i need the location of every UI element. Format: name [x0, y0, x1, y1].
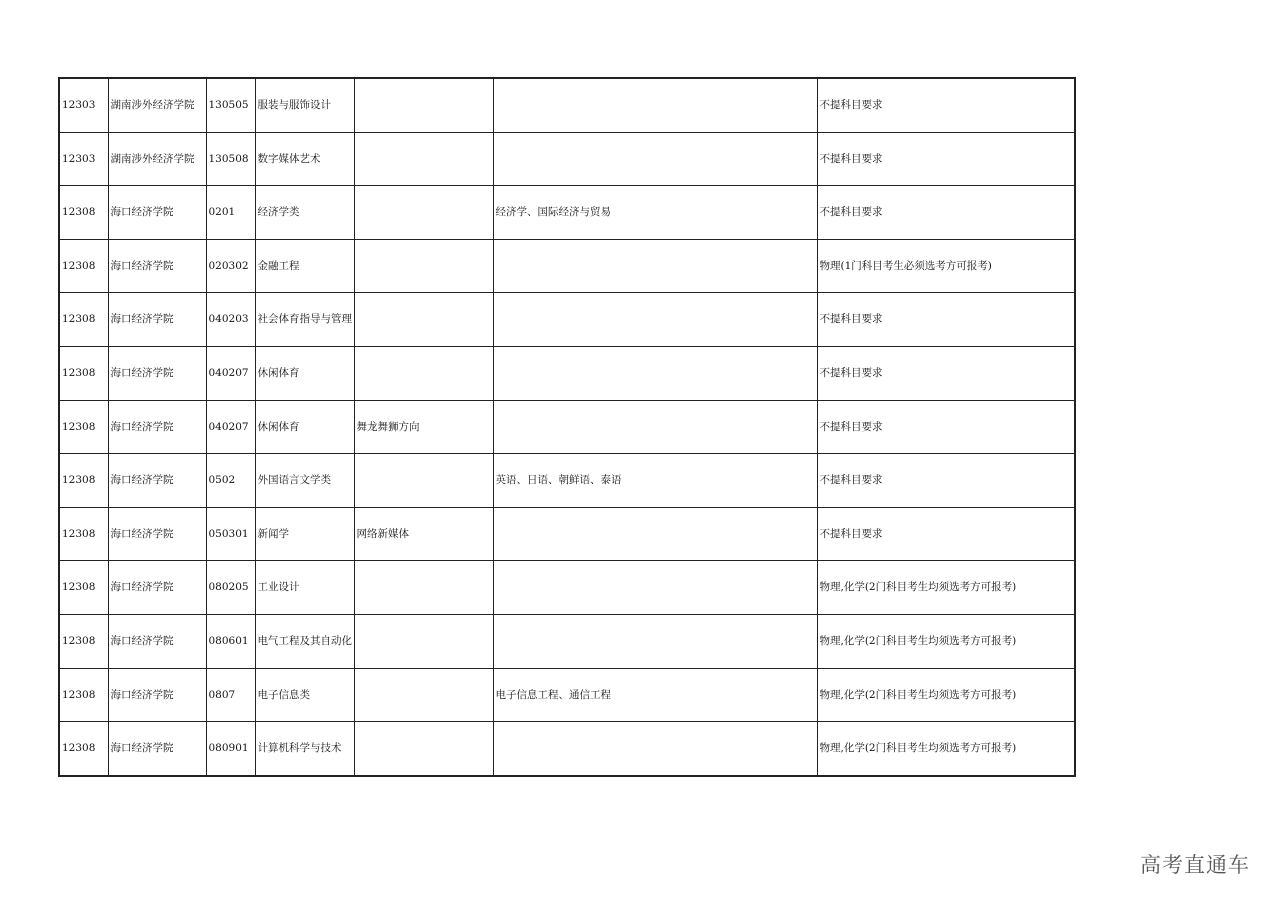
institution-code-cell: 12308 — [59, 239, 108, 293]
institution-code-cell: 12308 — [59, 400, 108, 454]
included-majors-cell: 经济学、国际经济与贸易 — [493, 186, 817, 240]
subject-requirement-cell: 物理,化学(2门科目考生均须选考方可报考) — [817, 614, 1075, 668]
included-majors-cell: 英语、日语、朝鲜语、泰语 — [493, 454, 817, 508]
direction-cell — [354, 132, 493, 186]
major-name-cell: 数字媒体艺术 — [255, 132, 354, 186]
subject-requirement-cell: 物理(1门科目考生必须选考方可报考) — [817, 239, 1075, 293]
major-name-cell: 金融工程 — [255, 239, 354, 293]
institution-code-cell: 12308 — [59, 454, 108, 508]
subject-requirement-cell: 不提科目要求 — [817, 186, 1075, 240]
major-code-cell: 130505 — [206, 78, 255, 132]
major-name-cell: 休闲体育 — [255, 400, 354, 454]
institution-code-cell: 12303 — [59, 78, 108, 132]
major-code-cell: 040207 — [206, 346, 255, 400]
table-row — [59, 132, 1075, 186]
table-row — [59, 186, 1075, 240]
institution-name-cell: 海口经济学院 — [108, 454, 206, 508]
direction-cell — [354, 186, 493, 240]
direction-cell — [354, 561, 493, 615]
institution-code-cell: 12308 — [59, 293, 108, 347]
institution-code-cell: 12308 — [59, 507, 108, 561]
institution-code-cell: 12308 — [59, 346, 108, 400]
major-code-cell: 050301 — [206, 507, 255, 561]
table-row — [59, 346, 1075, 400]
subject-requirement-cell: 不提科目要求 — [817, 293, 1075, 347]
institution-name-cell: 海口经济学院 — [108, 722, 206, 776]
table-row — [59, 614, 1075, 668]
major-code-cell: 0201 — [206, 186, 255, 240]
subject-requirement-cell: 不提科目要求 — [817, 507, 1075, 561]
table-row — [59, 722, 1075, 776]
major-name-cell: 新闻学 — [255, 507, 354, 561]
major-name-cell: 经济学类 — [255, 186, 354, 240]
included-majors-cell — [493, 78, 817, 132]
subject-requirement-cell: 不提科目要求 — [817, 132, 1075, 186]
table-row — [59, 293, 1075, 347]
included-majors-cell — [493, 561, 817, 615]
table-row — [59, 668, 1075, 722]
institution-name-cell: 海口经济学院 — [108, 561, 206, 615]
table-body — [59, 78, 1075, 776]
institution-code-cell: 12308 — [59, 561, 108, 615]
institution-name-cell: 海口经济学院 — [108, 400, 206, 454]
included-majors-cell: 电子信息工程、通信工程 — [493, 668, 817, 722]
subject-requirement-cell: 不提科目要求 — [817, 400, 1075, 454]
major-code-cell: 080601 — [206, 614, 255, 668]
subject-requirements-table — [58, 77, 1076, 777]
institution-name-cell: 海口经济学院 — [108, 346, 206, 400]
institution-name-cell: 湖南涉外经济学院 — [108, 78, 206, 132]
direction-cell — [354, 239, 493, 293]
included-majors-cell — [493, 722, 817, 776]
subject-requirement-cell: 不提科目要求 — [817, 78, 1075, 132]
institution-code-cell: 12308 — [59, 668, 108, 722]
table-row — [59, 561, 1075, 615]
included-majors-cell — [493, 614, 817, 668]
subject-requirement-cell: 不提科目要求 — [817, 454, 1075, 508]
table-row — [59, 507, 1075, 561]
major-name-cell: 工业设计 — [255, 561, 354, 615]
subject-requirement-cell: 物理,化学(2门科目考生均须选考方可报考) — [817, 668, 1075, 722]
included-majors-cell — [493, 132, 817, 186]
direction-cell — [354, 614, 493, 668]
included-majors-cell — [493, 346, 817, 400]
included-majors-cell — [493, 507, 817, 561]
major-code-cell: 040203 — [206, 293, 255, 347]
institution-code-cell: 12308 — [59, 614, 108, 668]
institution-name-cell: 湖南涉外经济学院 — [108, 132, 206, 186]
institution-code-cell: 12308 — [59, 186, 108, 240]
major-code-cell: 130508 — [206, 132, 255, 186]
institution-code-cell: 12303 — [59, 132, 108, 186]
direction-cell — [354, 454, 493, 508]
subject-requirement-cell: 物理,化学(2门科目考生均须选考方可报考) — [817, 722, 1075, 776]
included-majors-cell — [493, 239, 817, 293]
institution-name-cell: 海口经济学院 — [108, 614, 206, 668]
institution-name-cell: 海口经济学院 — [108, 507, 206, 561]
major-code-cell: 0807 — [206, 668, 255, 722]
institution-code-cell: 12308 — [59, 722, 108, 776]
institution-name-cell: 海口经济学院 — [108, 668, 206, 722]
watermark-text: 高考直通车 — [1140, 853, 1250, 877]
direction-cell — [354, 293, 493, 347]
institution-name-cell: 海口经济学院 — [108, 186, 206, 240]
direction-cell: 舞龙舞狮方向 — [354, 400, 493, 454]
included-majors-cell — [493, 400, 817, 454]
table-row — [59, 239, 1075, 293]
major-name-cell: 外国语言文学类 — [255, 454, 354, 508]
subject-requirement-cell: 物理,化学(2门科目考生均须选考方可报考) — [817, 561, 1075, 615]
major-code-cell: 040207 — [206, 400, 255, 454]
major-name-cell: 休闲体育 — [255, 346, 354, 400]
major-name-cell: 电气工程及其自动化 — [255, 614, 354, 668]
major-name-cell: 计算机科学与技术 — [255, 722, 354, 776]
direction-cell — [354, 78, 493, 132]
institution-name-cell: 海口经济学院 — [108, 239, 206, 293]
major-code-cell: 080901 — [206, 722, 255, 776]
direction-cell — [354, 668, 493, 722]
institution-name-cell: 海口经济学院 — [108, 293, 206, 347]
table-row — [59, 454, 1075, 508]
direction-cell: 网络新媒体 — [354, 507, 493, 561]
major-code-cell: 0502 — [206, 454, 255, 508]
major-name-cell: 电子信息类 — [255, 668, 354, 722]
major-code-cell: 080205 — [206, 561, 255, 615]
direction-cell — [354, 722, 493, 776]
major-name-cell: 社会体育指导与管理 — [255, 293, 354, 347]
subject-requirement-cell: 不提科目要求 — [817, 346, 1075, 400]
direction-cell — [354, 346, 493, 400]
table-row — [59, 78, 1075, 132]
major-code-cell: 020302 — [206, 239, 255, 293]
table-row — [59, 400, 1075, 454]
included-majors-cell — [493, 293, 817, 347]
major-name-cell: 服装与服饰设计 — [255, 78, 354, 132]
